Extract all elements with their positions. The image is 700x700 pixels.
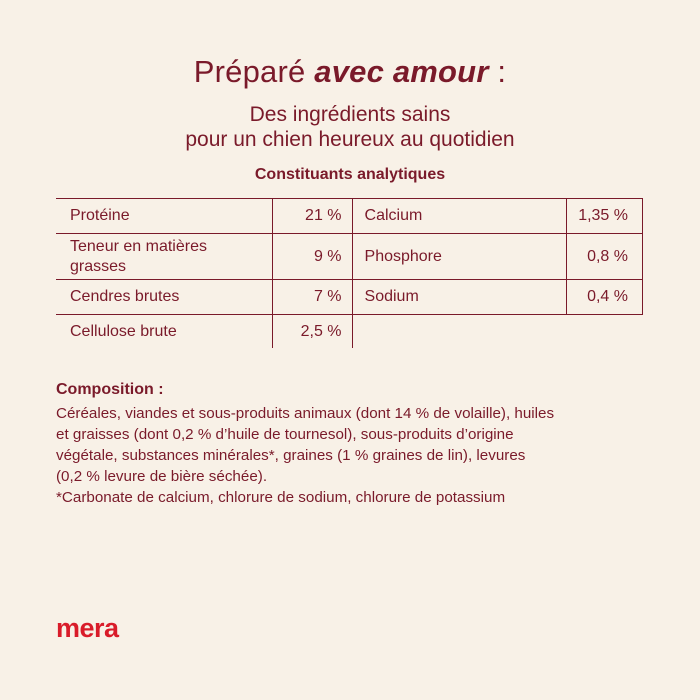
- row-label: Phosphore: [352, 234, 567, 280]
- mera-logo: mera: [56, 613, 119, 643]
- headline-prefix: Préparé: [193, 54, 315, 89]
- analytics-table: [56, 198, 643, 348]
- row-label-empty: [352, 315, 567, 349]
- composition-text: [56, 403, 656, 508]
- row-label: Cendres brutes: [56, 280, 272, 315]
- headline-suffix: :: [488, 54, 507, 89]
- composition-line: et graisses (dont 0,2 % d’huile de tournesol), sous-produits d’origine: [56, 426, 514, 443]
- table-row: [56, 234, 643, 280]
- table-title: Constituants analytiques: [254, 166, 446, 183]
- row-label: Sodium: [352, 280, 567, 315]
- composition-title: Composition :: [56, 381, 164, 398]
- composition-line: végétale, substances minérales*, graines (1 % graines de lin), levures: [56, 447, 526, 464]
- row-label: Protéine: [56, 199, 272, 234]
- subtitle-line-1: Des ingrédients sains: [249, 103, 451, 126]
- table-row: [56, 315, 643, 349]
- table-row: [56, 199, 643, 234]
- composition-line: (0,2 % levure de bière séchée).: [56, 468, 268, 485]
- row-value: 2,5 %: [272, 315, 352, 349]
- headline: [0, 54, 700, 90]
- row-label: Calcium: [352, 199, 567, 234]
- row-value-empty: [567, 315, 643, 349]
- table-row: [56, 280, 643, 315]
- row-label: Teneur en matières grasses: [56, 234, 272, 280]
- row-value: 1,35 %: [567, 199, 643, 234]
- row-value: 21 %: [272, 199, 352, 234]
- composition-line: *Carbonate de calcium, chlorure de sodium, chlorure de potassium: [56, 489, 506, 506]
- subtitle-line-2: pour un chien heureux au quotidien: [185, 128, 515, 151]
- composition-line: Céréales, viandes et sous-produits animaux (dont 14 % de volaille), huiles: [56, 405, 555, 422]
- row-value: 0,8 %: [567, 234, 643, 280]
- row-value: 0,4 %: [567, 280, 643, 315]
- row-value: 9 %: [272, 234, 352, 280]
- row-value: 7 %: [272, 280, 352, 315]
- row-label: Cellulose brute: [70, 322, 177, 340]
- headline-emphasis: avec amour: [314, 54, 489, 89]
